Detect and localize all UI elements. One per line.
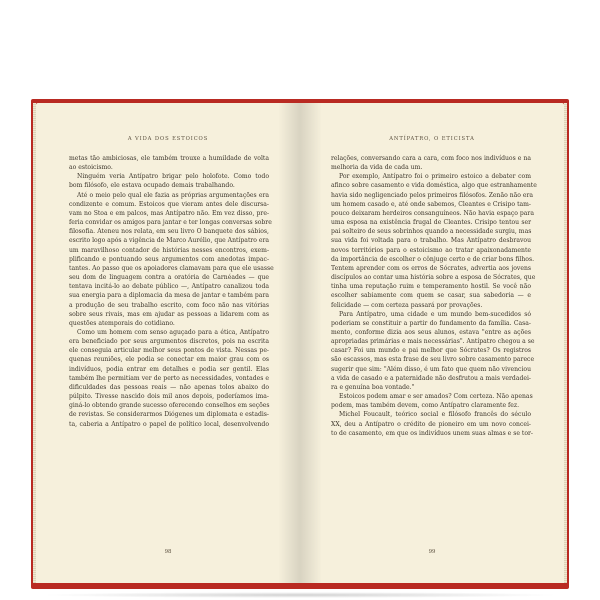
text-line: ra e genuína boa vontade." [331,383,415,391]
text-line: da importância de escolher o cônjuge certo e de criar bons filhos. [331,255,535,263]
text-line: discípulos ao contar uma história sobre a esposa de Sócrates, que [331,274,536,282]
text-line: sua vida foi voltada para o trabalho. Mas Antípatro desbravou [331,237,531,245]
text-line: quenas reuniões, ele podia se conectar em maior grau com os [69,356,269,364]
text-line: sugerir que sim: "Além disso, é um fato que quem não vivenciou [331,365,531,373]
text-line: seu dom de linguagem contra a oratória de Carnéades — que [69,274,269,282]
text-line: felicidade — com certeza passará por provações. [331,301,483,309]
text-line: feria convidar os amigos para jantar e ter longas conversas sobre [69,219,272,227]
right-running-head: ANTÍPATRO, O ETICISTA [389,136,475,142]
text-line: relações, conversando cara a cara, com foco nos indivíduos e na [331,155,531,162]
text-line: Até o meio pelo qual ele fazia as próprias argumentações era [77,191,269,199]
text-line: Como um homem com senso aguçado para a ética, Antípatro [77,328,269,336]
text-line: filosofia. Ateneu nos relata, em seu livro O banquete dos sábios, [69,228,269,236]
text-line: apropriadas primárias e mais necessárias". Antípatro chegou a se [331,338,535,346]
text-line: vam no Stoa e em palcos, mas Antípatro não. Em vez disso, pre- [69,209,269,217]
text-line: tinha uma reputação ruim e temperamento hostil. Se você não [331,283,531,291]
text-line: Tentem aprender com os erros de Sócrates, advertia aos jovens [331,264,531,272]
text-line: to de casamento, em que os indivíduos unem suas almas e se tor- [331,429,533,437]
text-line: havia sido negligenciado pelos primeiros filósofos. Zenão não era [331,191,534,199]
text-line: uma esposa na existência frugal de Cleantes. Crisipo tentou ser [331,219,531,227]
text-line: ao estoicismo. [69,164,113,172]
left-page-text [69,154,274,429]
left-page-number: 98 [164,549,172,555]
text-line: Michel Foucault, teórico social e filósofo francês do século [339,411,531,419]
text-line: púlpito. Tivesse nascido dois mil anos depois, poderíamos ima- [69,393,269,401]
right-page [300,103,564,583]
text-line: Estoicos podem amar e ser amados? Com certeza. Não apenas [339,393,533,401]
text-line: melhoria da vida de cada um. [331,164,423,172]
text-line: sobre seus rivais, mas em ajudar as pessoas a lidarem com as [69,310,269,318]
text-line: um maravilhoso contador de histórias nesses encontros, exem- [69,246,269,254]
text-line: são escassos, mas esta frase de seu livro sobre casamento parece [331,356,535,364]
text-line: ele conseguia articular melhor seus pontos de vista. Nessas pe- [69,347,269,355]
text-line: Ninguém veria Antípatro brigar pelo holofote. Como todo [77,173,269,181]
text-line: dificuldades das pessoas reais — não apenas tolos abaixo do [69,383,269,391]
text-line: escrito logo após a vigência de Marco Aurélio, que Antípatro era [69,237,270,245]
text-line: ta, caberia a Antípatro o papel de político local, desenvolvendo [69,420,269,428]
text-line: Por exemplo, Antípatro foi o primeiro estoico a debater com [339,173,531,181]
text-line: giná-lo obtendo grande sucesso oferecendo conselhos em seções [69,402,270,410]
text-line: afinco sobre casamento e vida doméstica, algo que estranhamente [331,182,537,190]
text-line: Para Antípatro, uma cidade e um mundo bem-sucedidos só [339,310,531,318]
text-line: tentava incitá-lo ao debate público —, Antípatro canalizou toda [69,283,269,291]
text-line: bom filósofo, ele estava ocupado demais trabalhando. [69,182,235,190]
text-line: a produção de seu trabalho escrito, com foco não nas vitórias [69,301,269,309]
text-line: plificando e pontuando seus argumentos com anedotas impac- [69,255,269,263]
book-shadow [40,592,560,598]
text-line: mento, conforme dizia aos seus alunos, estava "entre as ações [331,328,531,336]
right-page-edge [564,103,567,583]
text-line: questões atemporais do cotidiano. [69,319,175,327]
text-line: podem, mas também devem, como Antípatro claramente fez. [331,402,520,410]
text-line: era beneficiado por seus argumentos discretos, pois na escrita [69,338,269,346]
text-line: também lhe permitiam ver de perto as necessidades, vontades e [69,374,269,382]
text-line: casar? Foi um mundo e pai melhor que Sócrates? Os registros [331,347,531,355]
text-line: indivíduos, podia entrar em detalhes e podia ser gentil. Elas [69,365,269,373]
text-line: pai solteiro de seus sobrinhos quando a necessidade surgiu, mas [331,228,532,236]
text-line: XX, deu a Antípatro o crédito de pioneiro em um novo concei- [331,420,531,428]
right-page-number: 99 [428,549,436,555]
text-line: a vida de casado e a paternidade não desfrutou a mais verdadei- [331,374,531,382]
text-line: de revistas. Se considerarmos Diógenes um diplomata e estadis- [69,411,269,419]
text-line: sua energia para a diplomacia da mesa de jantar e também para [69,292,269,300]
text-line: pouco deixaram herdeiros consanguíneos. Não havia espaço para [331,209,534,217]
left-page [36,103,300,583]
text-line: tantes. Ao passo que os apoiadores clamavam para que ele usasse [69,264,274,272]
right-page-text [331,154,537,438]
text-line: novos territórios para o estoicismo ao tratar apaixonadamente [331,246,531,254]
text-line: um homem casado e, até onde sabemos, Cleantes e Crisipo tam- [331,200,531,208]
left-running-head: A VIDA DOS ESTOICOS [127,136,209,142]
text-line: condizente e comum. Estoicos que vieram antes dele discursa- [69,200,269,208]
text-line: poderiam se constituir a partir do fundamento da família. Casa- [331,319,531,327]
text-line: metas tão ambiciosas, ele também trouxe a humildade de volta [69,155,269,162]
text-line: escolher sabiamente com quem se casar, sua sabedoria — e [331,292,531,300]
